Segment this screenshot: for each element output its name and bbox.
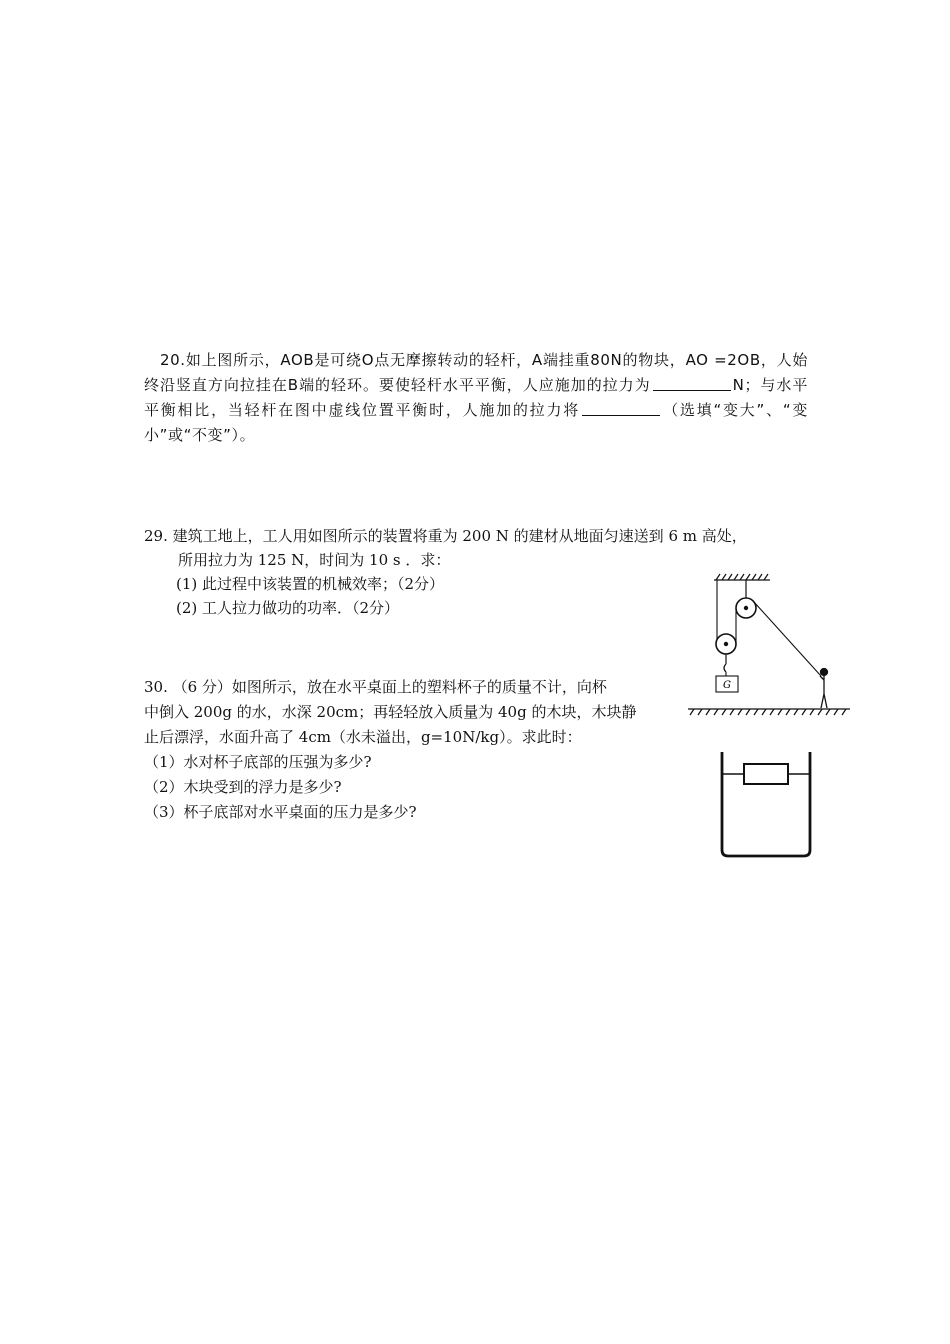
question-29-sub-1: (1) 此过程中该装置的机械效率；（2分） (176, 575, 445, 593)
worker-figure (820, 669, 828, 709)
question-30-sub-1: （1）水对杯子底部的压强为多少? (144, 753, 372, 771)
pulley-figure (684, 568, 856, 720)
question-20-number: 20. (160, 351, 186, 369)
question-30-line-1: 30. （6 分）如图所示，放在水平桌面上的塑料杯子的质量不计，向杯 (144, 678, 607, 696)
question-30-line-2: 中倒入 200g 的水，水深 20cm；再轻轻放入质量为 40g 的木块，木块静 (144, 703, 637, 721)
cup-figure (716, 750, 816, 862)
ceiling-support (714, 574, 770, 600)
question-29-line-1: 29. 建筑工地上，工人用如图所示的装置将重为 200 N 的建材从地面匀速送到 6 m 高处， (144, 527, 747, 545)
wood-block (744, 764, 788, 784)
question-30-sub-3: （3）杯子底部对水平桌面的压力是多少? (144, 803, 417, 821)
question-20 (144, 348, 808, 448)
rope (717, 580, 821, 676)
question-29-sub-2: (2) 工人拉力做功的功率．（2分） (176, 599, 400, 617)
ground (688, 709, 850, 715)
fixed-pulley (736, 598, 756, 618)
answer-blank-2 (582, 401, 660, 416)
movable-pulley (716, 634, 736, 676)
question-20-text-1: 如上图所示，AOB是可绕O点无摩擦转动的轻杆，A端挂重80N的物块，AO =2OB，人始终沿竖直方向拉挂在B端的轻环。要使轻杆水平平衡，人应施加的拉力为 (144, 351, 808, 394)
question-20-text-3: （选填“变大”、“变小”或“不变”）。 (144, 401, 808, 444)
weight-block (716, 676, 738, 692)
weight-label: G (723, 680, 731, 691)
question-30-line-3: 止后漂浮，水面升高了 4cm（水未溢出，g=10N/kg）。求此时： (144, 728, 582, 746)
question-30 (144, 675, 676, 825)
answer-blank-1 (653, 376, 731, 391)
question-30-sub-2: （2）木块受到的浮力是多少? (144, 778, 342, 796)
question-20-text-2: N；与水平平衡相比，当轻杆在图中虚线位置平衡时，人施加的拉力将 (144, 376, 808, 419)
question-29-line-2: 所用拉力为 125 N，时间为 10 s ．求： (178, 551, 451, 569)
